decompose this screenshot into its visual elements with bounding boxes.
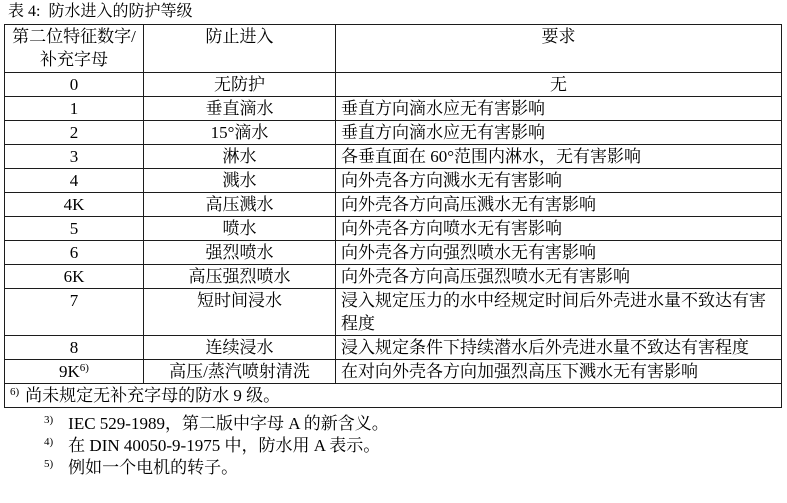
- protection-cell: 淋水: [144, 145, 336, 169]
- footnote-marker: 6): [10, 386, 20, 398]
- code-cell: 8: [5, 336, 144, 360]
- footnote-text: IEC 529-1989，第二版中字母 A 的新含义。: [68, 414, 389, 433]
- protection-cell: 溅水: [144, 169, 336, 193]
- code-cell: 4: [5, 169, 144, 193]
- protection-cell: 连续浸水: [144, 336, 336, 360]
- table-row: [5, 145, 782, 169]
- header-cell-protection: 防止进入: [144, 25, 336, 73]
- code-cell: 6K: [5, 265, 144, 289]
- code-cell: 0: [5, 73, 144, 97]
- table-row: [5, 336, 782, 360]
- protection-cell: 15°滴水: [144, 121, 336, 145]
- header-cell-code: 第二位特征数字/补充字母: [5, 25, 144, 73]
- footnote-marker: 4): [44, 436, 54, 448]
- code-cell: 5: [5, 217, 144, 241]
- requirement-cell: 无: [336, 73, 782, 97]
- protection-cell: 无防护: [144, 73, 336, 97]
- code-cell: 7: [5, 289, 144, 336]
- requirement-cell: 垂直方向滴水应无有害影响: [336, 121, 782, 145]
- requirement-cell: 向外壳各方向高压强烈喷水无有害影响: [336, 265, 782, 289]
- requirement-cell: 垂直方向滴水应无有害影响: [336, 97, 782, 121]
- water-protection-table: [4, 24, 782, 408]
- table-footnote-row: [5, 384, 782, 408]
- protection-cell: 高压强烈喷水: [144, 265, 336, 289]
- code-cell: 1: [5, 97, 144, 121]
- requirement-cell: 向外壳各方向喷水无有害影响: [336, 217, 782, 241]
- protection-cell: 强烈喷水: [144, 241, 336, 265]
- requirement-cell: 在对向外壳各方向加强烈高压下溅水无有害影响: [336, 360, 782, 384]
- footnote-marker: 3): [44, 414, 54, 426]
- table-row: [5, 121, 782, 145]
- footnote-text: 尚未规定无补充字母的防水 9 级。: [25, 386, 281, 405]
- protection-cell: 高压溅水: [144, 193, 336, 217]
- table-row: [5, 289, 782, 336]
- footnote-marker: 5): [44, 458, 54, 470]
- code-cell: [5, 360, 144, 384]
- requirement-cell: 向外壳各方向溅水无有害影响: [336, 169, 782, 193]
- header-cell-requirement: 要求: [336, 25, 782, 73]
- table-row: [5, 169, 782, 193]
- table-row: [5, 360, 782, 384]
- requirement-cell: 浸入规定条件下持续潜水后外壳进水量不致达有害程度: [336, 336, 782, 360]
- header-row: [5, 25, 782, 73]
- code-cell: 4K: [5, 193, 144, 217]
- footnote-item: [44, 413, 787, 435]
- footnote-text: 例如一个电机的转子。: [68, 458, 239, 477]
- footnote-text: 在 DIN 40050-9-1975 中，防水用 A 表示。: [68, 436, 381, 455]
- table-caption: 表 4: 防水进入的防护等级: [8, 3, 193, 20]
- footnote-item: [44, 435, 787, 457]
- footnote-ref-sup: 6): [79, 362, 89, 374]
- footnote-item: [44, 457, 787, 479]
- protection-cell: 喷水: [144, 217, 336, 241]
- table-row: [5, 193, 782, 217]
- footnotes: [44, 413, 787, 479]
- code-text: 9K: [59, 362, 80, 381]
- table-row: [5, 241, 782, 265]
- protection-cell: 垂直滴水: [144, 97, 336, 121]
- table-row: [5, 217, 782, 241]
- code-cell: 3: [5, 145, 144, 169]
- code-cell: 6: [5, 241, 144, 265]
- requirement-cell: 各垂直面在 60°范围内淋水，无有害影响: [336, 145, 782, 169]
- requirement-cell: 向外壳各方向高压溅水无有害影响: [336, 193, 782, 217]
- requirement-cell: 浸入规定压力的水中经规定时间后外壳进水量不致达有害程度: [336, 289, 782, 336]
- protection-cell: 短时间浸水: [144, 289, 336, 336]
- table-footnote-cell: [5, 384, 782, 408]
- table-row: [5, 97, 782, 121]
- requirement-cell: 向外壳各方向强烈喷水无有害影响: [336, 241, 782, 265]
- table-row: [5, 73, 782, 97]
- table-row: [5, 265, 782, 289]
- code-cell: 2: [5, 121, 144, 145]
- protection-cell: 高压/蒸汽喷射清洗: [144, 360, 336, 384]
